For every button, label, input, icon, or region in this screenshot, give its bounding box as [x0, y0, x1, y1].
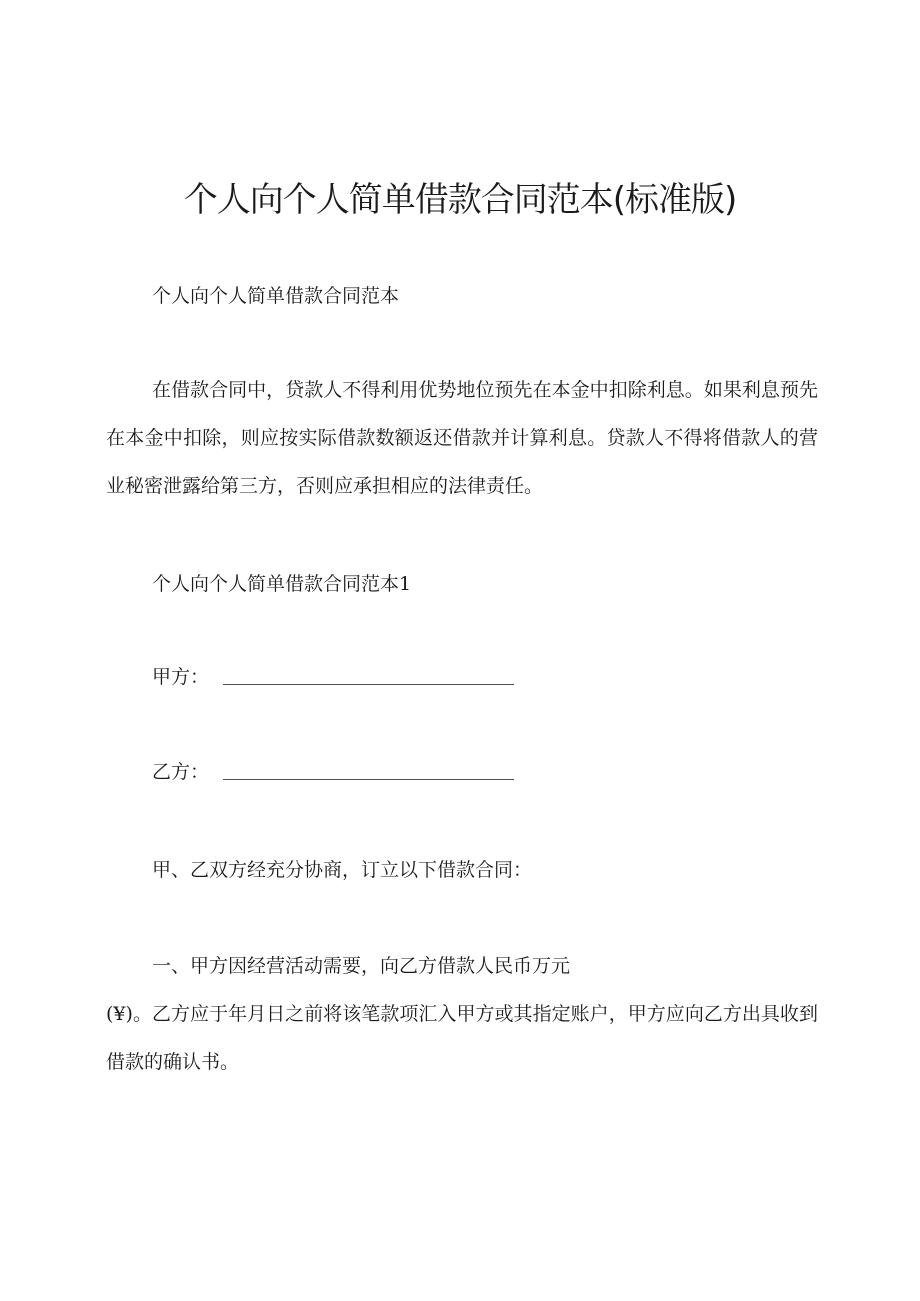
- sample-heading: 个人向个人简单借款合同范本1: [152, 573, 412, 595]
- party-b-row: [152, 757, 514, 787]
- clause-1-line-1: 一、甲方因经营活动需要，向乙方借款人民币万元: [152, 955, 571, 977]
- clause-1-continuation: (¥)。乙方应于年月日之前将该笔款项汇入甲方或其指定账户，甲方应向乙方出具收到借款的确认书。: [106, 1003, 818, 1073]
- party-b-label: 乙方：: [152, 761, 210, 783]
- intro-paragraph: 在借款合同中，贷款人不得利用优势地位预先在本金中扣除利息。如果利息预先在本金中扣除，则应按实际借款数额返还借款并计算利息。贷款人不得将借款人的营业秘密泄露给第三方，否则应承担相应的法律责任。: [106, 379, 818, 497]
- party-a-blank[interactable]: [223, 684, 514, 685]
- agreement-intro: 甲、乙双方经充分协商，订立以下借款合同：: [152, 859, 533, 881]
- document-title: 个人向个人简单借款合同范本(标准版): [183, 180, 737, 220]
- party-a-label: 甲方：: [152, 666, 210, 688]
- party-b-blank[interactable]: [223, 779, 514, 780]
- party-a-row: [152, 662, 514, 692]
- subtitle: 个人向个人简单借款合同范本: [152, 285, 400, 307]
